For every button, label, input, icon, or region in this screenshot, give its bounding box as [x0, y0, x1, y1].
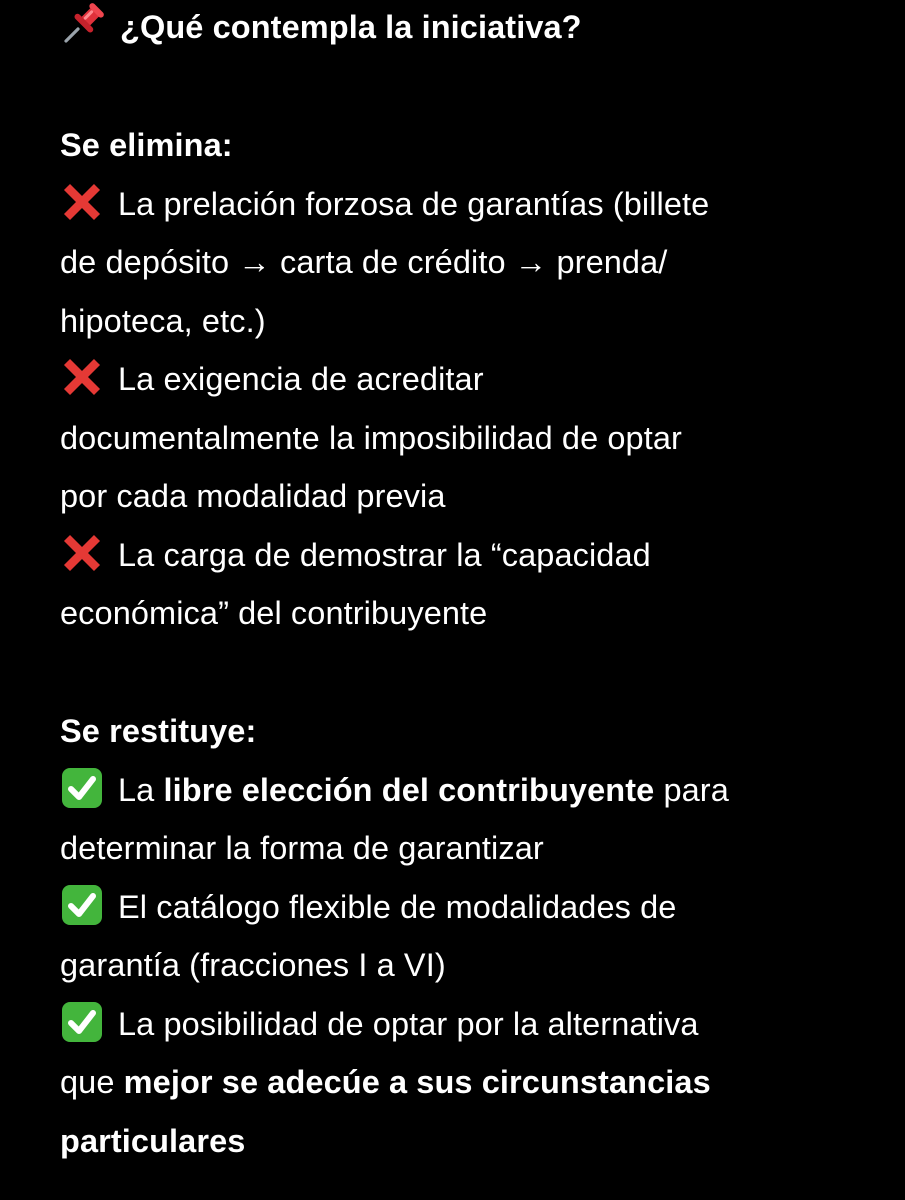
restore-item-line: determinar la forma de garantizar: [60, 830, 544, 866]
eliminate-item-line: de depósito → carta de crédito → prenda/: [60, 244, 668, 280]
cross-mark-icon: [60, 531, 104, 575]
restore-section: [60, 702, 729, 1170]
title-text: ¿Qué contempla la iniciativa?: [120, 9, 582, 45]
eliminate-section: [60, 116, 709, 643]
page-title: [60, 0, 582, 57]
eliminate-item-line: La carga de demostrar la “capacidad: [118, 536, 651, 573]
eliminate-item-line: documentalmente la imposibilidad de optar: [60, 419, 682, 456]
restore-item: [60, 878, 729, 995]
restore-item-bold: mejor se adecúe a sus circunstancias: [123, 1064, 711, 1100]
eliminate-item-line: hipoteca, etc.): [60, 302, 266, 339]
eliminate-item-line: por cada modalidad previa: [60, 478, 446, 514]
restore-item-bold: libre elección del contribuyente: [163, 771, 655, 808]
eliminate-item-line: La exigencia de acreditar: [118, 361, 484, 397]
check-mark-button-icon: [60, 1000, 104, 1044]
restore-item: [60, 761, 729, 878]
cross-mark-icon: [60, 180, 104, 224]
cross-mark-icon: [60, 355, 104, 399]
restore-item-line: La posibilidad de optar por la alternativa: [118, 1005, 699, 1042]
restore-item-text: para: [654, 771, 729, 808]
restore-item-text: La: [118, 771, 164, 808]
pushpin-icon: [60, 1, 106, 47]
restore-heading: Se restituye:: [60, 713, 257, 749]
eliminate-heading: Se elimina:: [60, 127, 233, 163]
eliminate-item-line: La prelación forzosa de garantías (billete: [118, 185, 710, 222]
eliminate-item: [60, 175, 709, 351]
restore-item-line: El catálogo flexible de modalidades de: [118, 888, 677, 925]
restore-item: [60, 995, 729, 1171]
restore-item-line: garantía (fracciones I a VI): [60, 947, 446, 983]
eliminate-item-line: económica” del contribuyente: [60, 595, 488, 631]
check-mark-button-icon: [60, 766, 104, 810]
eliminate-item: [60, 526, 709, 643]
restore-item-text: que: [60, 1064, 124, 1100]
eliminate-item: [60, 350, 709, 526]
restore-item-bold: particulares: [60, 1122, 246, 1159]
check-mark-button-icon: [60, 883, 104, 927]
